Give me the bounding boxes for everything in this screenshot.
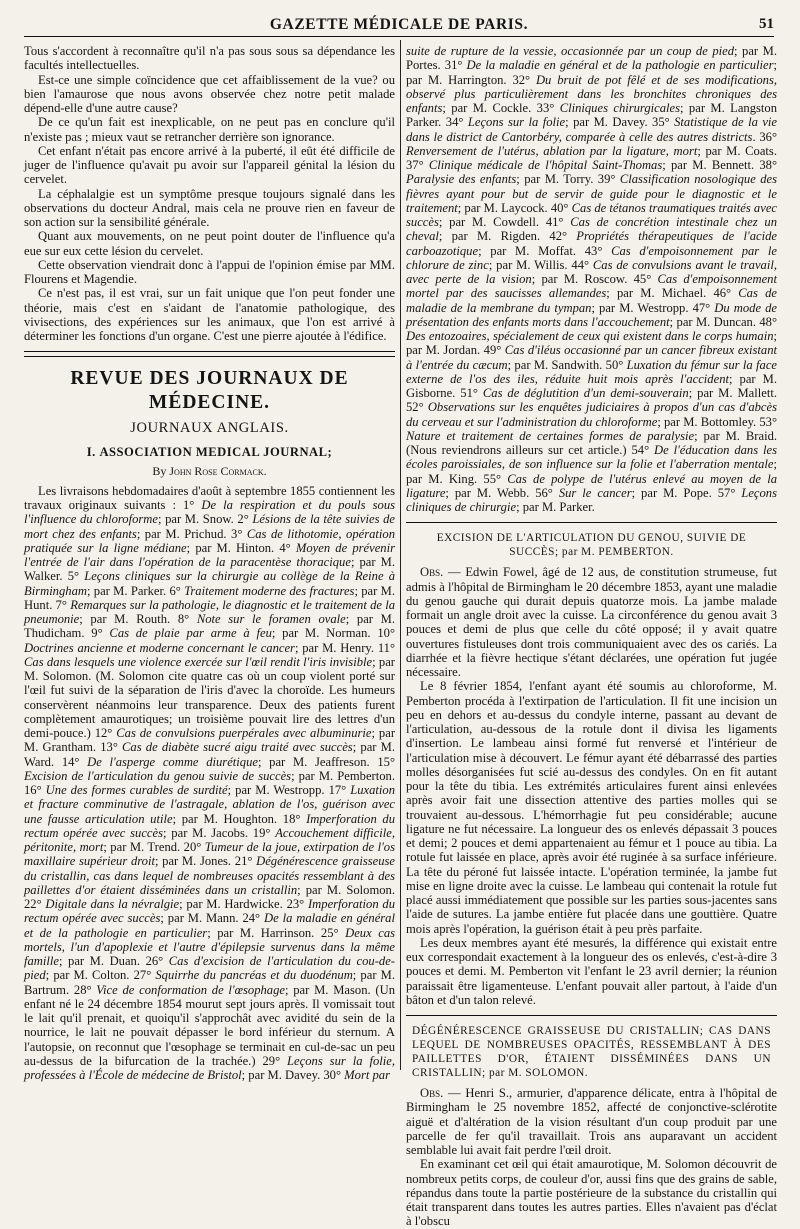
item-author: ; par M. Cowdell. [438, 215, 546, 229]
item-title: Paralysie des enfants [406, 172, 517, 187]
item-author: ; par M. King. [406, 457, 777, 486]
item-author: ; par M. Henry. [294, 640, 378, 655]
item-title: Doctrines ancienne et moderne concernant le cancer [24, 640, 295, 655]
item-number: 8° [177, 612, 197, 626]
item-author: ; par M. Walker. [24, 555, 395, 584]
item-author: ; par M. Pemberton. [291, 768, 395, 783]
item-number: 21° [234, 854, 257, 869]
item-title: Excision de l'articulation du genou suivie de succès [24, 768, 292, 783]
item-number: 28° [73, 982, 97, 997]
list-intro: Les livraisons hebdomadaires d'août à septembre 1855 contiennent les travaux originaux suivants : [24, 483, 395, 512]
list-item [406, 158, 759, 172]
item-number: 5° [67, 569, 85, 584]
item-number: 44° [571, 257, 593, 272]
left-column [24, 44, 396, 1082]
item-title: Cas de convulsions avant le travail, avec perte de la vision [406, 257, 777, 286]
item-title: Leçons sur la folie [467, 115, 566, 130]
item-author: ; par M. Portes. [406, 44, 777, 73]
item-author: ; par M. Parker. [86, 583, 170, 598]
item-author: ; par M. Bartrum. [24, 968, 395, 997]
item-author: ; par M. Houghton. [172, 811, 283, 826]
item-title: Accouchement difficile, péritonite, mort [24, 825, 396, 854]
item-number: 24° [242, 911, 264, 926]
paragraph: Tous s'accordent à reconnaître qu'il n'a pas sous sous sa dépendance les facultés intellectuelles. [24, 44, 395, 73]
item-number: 39° [597, 172, 620, 187]
item-author: ; par M. Colton. [45, 968, 134, 983]
item-author: ; par M. Routh. [79, 612, 178, 626]
item-author: ; par M. Grantham. [24, 726, 396, 755]
item-number: 30° [323, 1068, 345, 1082]
item-title: Cas de diabète sucré aigu traité avec succès [122, 740, 353, 755]
article-journal-name: ASSOCIATION MEDICAL JOURNAL; [99, 445, 333, 460]
item-author: . [752, 129, 760, 144]
item-title: Cas d'excision de l'articulation du cou-de-pied [24, 954, 395, 983]
item-title: Nature et traitement de certaines formes de paralysie [406, 428, 695, 443]
item-author: ; par M. Jacobs. [163, 825, 253, 840]
item-title: Cas d'iléus occasionné par un cancer fibreux existant à l'entrée du cæcum [406, 343, 778, 372]
item-author: ; par M. Snow. [157, 512, 238, 527]
item-title: Tumeur de la joue, extirpation de l'os maxillaire supérieur droit [24, 840, 395, 869]
item-author: ; par M. Jones. [154, 854, 235, 869]
item-author: ; par M. Trend. [103, 840, 184, 854]
item-author: ; par M. Pope. [631, 485, 718, 500]
item-title: Cas de concrétion intestinale chez un cheval [406, 215, 777, 244]
list-item [91, 626, 377, 640]
list-item [406, 400, 777, 428]
item-number: 1° [183, 498, 202, 512]
right-column [406, 44, 778, 1229]
item-title: Leçons cliniques sur la chirurgie au collège de la Reine à Birmingham [24, 569, 396, 598]
item-number: 12° [94, 726, 117, 740]
item-title: De l'éducation dans les écoles paroissiales, de son influence sur la folie et l'aberration mentale [406, 443, 778, 472]
paragraph: Ce n'est pas, il est vrai, sur un fait unique que l'on peut fonder une théorie, mais c'est en s'aidant de l'anatomie pathologique, des vivisections, des expériences sur les animaux, que l'on est arrivé à déterminer les fonctions d'un organe. C'est une pierre ajoutée à l'édifice. [24, 286, 395, 343]
item-title: Leçons cliniques de chirurgie [406, 485, 778, 514]
list-item [24, 783, 329, 797]
item-title: Observations sur les enquêtes judiciaires à propos d'un cas d'abcès du cerveau et sur l'administration du chloroforme [406, 400, 777, 429]
page-header [24, 14, 774, 36]
item-number: 51° [460, 386, 483, 400]
item-title: Imperforation du rectum opérée avec succès [24, 897, 396, 926]
item-author: ; par M. Davey. [565, 115, 653, 130]
item-title: suite de rupture de la vessie, occasionnée par un coup de pied [406, 44, 735, 58]
item-author: ; par M. Hinton. [186, 540, 280, 555]
item-number: 15° [377, 754, 395, 769]
item-author: ; par M. Coats. [697, 143, 777, 158]
obs-text: — Edwin Fowel, âgé de 12 aus, de constitution strumeuse, fut admis à l'hôpital de Birmingham le 20 décembre 1853, ayant une maladie du genou gauche qui durait depuis quatorze mois. La jambe malade formait un angle droit avec la cuisse. La circonférence du genou avait 3 pouces et demi de plus que celle du côté opposé; il y avait quatre ouvertures fistuleuses dont trois communiquaient avec des os cariés. La diarrhée et la fièvre hectique s'étant déclarées, une opération fut jugée nécessaire. [406, 565, 777, 679]
item-author: ; par M. Hunt. [24, 583, 395, 612]
item-title: Imperforation du rectum opérée avec succès [24, 811, 396, 840]
item-number: 54° [631, 443, 655, 457]
item-title: Du mode de présentation des enfants morts dans l'accouchement [406, 300, 778, 329]
page-number: 51 [759, 16, 774, 32]
item-title: Note sur le foramen ovale [196, 612, 346, 626]
paragraph: Est-ce une simple coïncidence que cet affaiblissement de la vue? ou bien l'amaurose que nous avons observée chez notre petit malade dépend-elle d'une autre cause? [24, 72, 395, 115]
byline-prefix: By [152, 463, 167, 478]
item-number: 25° [320, 925, 346, 940]
header-rule [24, 36, 774, 37]
item-author: ; par M. Solomon. [297, 882, 395, 897]
item-author: ; par M. Jeaffreson. [257, 754, 378, 769]
item-title: Lésions de la tête suivies de mort chez des enfants [24, 512, 395, 541]
item-number: 34° [445, 115, 468, 130]
paragraph: Le 8 février 1854, l'enfant ayant été soumis au chloroforme, M. Pemberton procéda à l'extirpation de l'articulation. Il fit une incision un peu en dehors et au-dessus du condyle interne, passant au devant de l'articulation, au-dessous de la rotule dont il divisa les ligaments d'insertion. Le lambeau ainsi formé fut renversé et l'intérieur de l'articulation mise à découvert. Le fémur ayant été débarrassé des parties molles désorganisées fut scié au-dessus des condyles. On en fit autant pour la tête du tibia. Les extrémités articulaires furent ainsi enlevées après avoir fait une dissection attentive des parties molles qui se trouvaient au-dessous. L'hémorrhagie fut peu considérable; aucune ligature ne fut nécessaire. La longueur des os enlevés dépassait 3 pouces et demi; 2 pouces et demi appartenaient au fémur et 1 pouce au tibia. La rotule fut laissée en place, après avoir été ruginée à sa surface inférieure. La tête du péroné fut laissée intacte. L'opération terminée, la jambe fut mise en ligne droite avec la cuisse. Le lambeau qui contenait la rotule fut placé aussi immédiatement que possible sur les parties sous-jacentes sans l'aide de sutures. La jambe entière fut placée dans une gouttière. Quatre mois après l'opération, la guérison était à peu près parfaite. [406, 679, 777, 936]
item-title: Remarques sur la pathologie, le diagnostic et le traitement de la pneumonie [24, 597, 396, 626]
item-title: Cas d'empoisonnement par le chlorure de zinc [406, 243, 777, 272]
item-author: ; par M. Sandwith. [507, 357, 606, 372]
item-title: Cas de déglutition d'un demi-souverain [482, 386, 689, 400]
item-author: ; par M. Parker. [516, 500, 595, 514]
article-heading [24, 445, 395, 459]
item-number: 6° [169, 583, 185, 598]
item-title: Dégénérescence graisseuse du cristallin, cas dans lequel de nombreuses opacités ressemblant à des paillettes d'or étaient disséminées dans un cristallin [24, 854, 396, 897]
item-title: Leçons sur la folie, professées à l'École de médecine de Bristol [24, 1053, 395, 1082]
paragraph: En examinant cet œil qui était amaurotique, M. Solomon découvrit de nombreux petits corps, de couleur d'or, aussi fins que des grains de sable, répandus dans toute la partie postérieure de la substance du cristallin qui était transparent dans toutes les autres parties. Elles n'avaient pas d'éclat à l'obscu [406, 1157, 777, 1229]
item-title: Traitement moderne des fractures [184, 583, 355, 598]
item-number: 33° [536, 101, 560, 115]
item-title: Luxation du fémur sur la face externe de l'os des iles, réduite huit mois après l'accident [406, 357, 778, 386]
item-author: ; par M. Duan. [58, 954, 146, 968]
item-author: ; par M. Duncan. [669, 314, 760, 329]
item-number: 38° [759, 158, 777, 172]
item-title: Une des formes curables de surdité [45, 783, 228, 797]
obs-text: — Henri S., armurier, d'apparence délicate, entra à l'hôpital de Birmingham le 25 novembre 1852, affecté de conjonctive-sclérotite aiguë et d'altération de la vision résultant d'un coup produit par une parcelle de fer qu'il travaillait. Trois ans auparavant un accident semblable lui avait fait perdre l'œil droit. [406, 1086, 777, 1157]
item-title: De la maladie en général et de la pathologie en particulier [466, 58, 774, 73]
item-title: Classification nosologique des fièvres ayant pour but de servir de guide pour le diagnostic et le traitement [406, 172, 778, 215]
item-author: ; par M. Laycock. [457, 200, 551, 215]
item-number: 45° [633, 272, 658, 286]
item-number: 22° [24, 897, 46, 911]
item-author: ; par M. Mallett. [688, 386, 778, 400]
item-author: ; par M. Mann. [160, 911, 243, 926]
item-number: 53° [759, 414, 777, 429]
item-author: ; par M. Moffat. [478, 243, 585, 258]
observation-paragraph [406, 565, 777, 679]
item-title: Cas de lithotomie, opération pratiquée sur la ligne médiane [24, 526, 396, 555]
item-number: 23° [286, 897, 308, 911]
item-number: 13° [100, 740, 123, 755]
item-number: 16° [24, 783, 46, 797]
item-author: ; par M. Bennett. [662, 158, 760, 172]
item-author: ; par M. Michael. [606, 286, 714, 301]
item-title: Renversement de l'utérus, ablation par la ligature, mort [406, 143, 698, 158]
item-number: 50° [605, 357, 627, 372]
item-number: 32° [512, 72, 536, 87]
paragraph: Cette observation viendrait donc à l'appui de l'opinion émise par MM. Flourens et Magendie. [24, 257, 395, 286]
paragraph: Les deux membres ayant été mesurés, la différence qui existait entre eux correspondait exactement à la longueur des os enlevés, c'est-à-dire 3 pouces et demi. M. Pemberton vit l'enfant le 23 avril dernier; la réunion paraissait être ligamenteuse. L'enfant pouvait aller partout, à l'aide d'un bâton et d'un talon relevé. [406, 935, 777, 1007]
item-number: 19° [252, 825, 276, 840]
item-number: 46° [713, 286, 739, 301]
paragraph: Quant aux mouvements, on ne peut point douter de l'influence qu'a eue sur eux cette lésion du cervelet. [24, 229, 395, 258]
item-number: 40° [550, 200, 572, 215]
item-number: 55° [483, 471, 508, 486]
item-author: ; par M. Thudicham. [24, 612, 395, 641]
item-author: ; par M. Ward. [24, 740, 395, 769]
item-number: 26° [145, 954, 169, 968]
item-number: 29° [262, 1053, 288, 1068]
item-number: 7° [55, 597, 71, 612]
item-author: ; par M. Torry. [516, 172, 598, 187]
item-number: 4° [279, 540, 296, 555]
item-number: 56° [535, 485, 559, 500]
item-author: ; par M. Davey. [241, 1068, 324, 1082]
item-author: ; par M. Westropp. [227, 783, 329, 797]
item-number: 42° [549, 229, 577, 244]
item-author: ; par M. Harrington. [406, 58, 778, 87]
list-item [62, 755, 378, 769]
list-item [535, 486, 718, 500]
journal-title: GAZETTE MÉDICALE DE PARIS. [269, 16, 529, 33]
item-number: 43° [584, 243, 612, 258]
item-title: Cas de polype de l'utérus enlevé au moyen de la ligature [406, 471, 777, 500]
item-number: 47° [692, 300, 715, 315]
item-title: Deux cas mortels, l'un d'apoplexie et l'autre d'épilepsie survenus dans la même famille [24, 925, 396, 968]
article-divider [406, 1015, 777, 1016]
works-list-paragraph [24, 484, 395, 1083]
section-subtitle: JOURNAUX ANGLAIS. [130, 420, 289, 437]
item-title: Cas de convulsions puerpérales avec albuminurie [116, 726, 372, 740]
item-number: 17° [328, 783, 351, 797]
item-title: Cliniques chirurgicales [559, 101, 681, 115]
article-number: I. [86, 445, 96, 460]
item-title: Statistique de la vie dans le district de Cantorbéry, comparée à celle des autres districts [406, 115, 777, 144]
paragraph: Cet enfant n'était pas encore arrivé à la puberté, il eût été difficile de juger de l'influence qu'avait pu avoir sur l'appareil génital la lésion du cervelet. [24, 143, 395, 187]
item-number: 49° [483, 343, 505, 358]
item-title: De l'asperge comme diurétique [87, 754, 258, 769]
item-number: 18° [282, 811, 307, 826]
item-author: ; par M. Norman. [271, 626, 378, 641]
column-divider [400, 40, 401, 1070]
item-title: Cas de plaie par arme à feu [109, 626, 272, 641]
item-title: Clinique médicale de l'hôpital Saint-Thomas [428, 158, 663, 172]
item-author: ; par M. Roscow. [531, 272, 634, 286]
item-author: ; par M. Harrinson. [207, 925, 321, 940]
item-title: De la maladie en général et de la pathologie en particulier [24, 911, 395, 940]
item-title: Digitale dans la névralgie [45, 897, 180, 911]
byline-author: John Rose Cormack. [169, 463, 267, 478]
item-number: 35° [652, 115, 675, 130]
list-item [323, 1068, 390, 1082]
item-author: ; par M. Cockle. [442, 101, 537, 115]
item-title: Mort par [344, 1068, 390, 1082]
item-title: Cas de tétanos traumatiques traités avec succès [406, 200, 777, 229]
item-author: ; par M. Westropp. [591, 300, 693, 315]
item-author: ; par M. Rigden. [438, 229, 550, 244]
item-title: Cas dans lesquels une violence exercée sur l'œil rendit l'iris invisible [24, 654, 373, 669]
item-author: ; par M. Webb. [445, 485, 536, 500]
item-author: ; par M. Prichud. [136, 526, 232, 541]
list-item [460, 386, 777, 400]
case-title-knee-excision: EXCISION DE L'ARTICULATION DU GENOU, SUIVIE DE SUCCÈS; par M. PEMBERTON. [436, 532, 747, 559]
paragraph: La céphalalgie est un symptôme presque toujours signalé dans les observations du docteur Andral, mais cela ne prouve rien en faveur de son action sur la sensibilité générale. [24, 186, 395, 229]
item-author: ; par M. Willis. [488, 257, 572, 272]
byline [24, 464, 395, 478]
item-number: 3° [231, 526, 247, 541]
item-number: 36° [759, 129, 777, 144]
item-number: 9° [91, 626, 110, 641]
works-list-continued [406, 44, 777, 514]
obs-label: Obs. [420, 565, 444, 580]
item-title: Luxation et fracture comminutive de l'astragale, ablation de l'os, guérison avec une fausse articulation utile [24, 783, 396, 826]
item-number: 14° [61, 754, 88, 769]
item-number: 52° [406, 400, 428, 415]
item-title: Moyen de prévenir l'entrée de l'air dans l'opération de la paracentèse thoracique [24, 540, 395, 569]
article-divider [406, 522, 777, 523]
item-number: 10° [377, 626, 396, 641]
item-title: Squirrhe du pancréas et du duodénum [155, 968, 353, 983]
item-author: ; par M. Mason. (Un enfant né le 24 décembre 1854 mourut sept jours après. Il vomissait tout le lait qu'il prenait, et quoiqu'il s'approchât avec avidité du sein de la nourrice, le lait ne pouvait dépasser le bord inférieur du sternum. A l'autopsie, on reconnut que l'œsophage se terminait en cul-de-sac un peu au-dessus de la bifurcation de la trachée.) [24, 982, 395, 1068]
observation-paragraph [406, 1086, 777, 1157]
case-title-cristallin: DÉGÉNÉRESCENCE GRAISSEUSE DU CRISTALLIN; CAS DANS LEQUEL DE NOMBREUSES OPACITÉS, RESSEMBLANT À DES PAILLETTES D'OR, ÉTAIENT DISSÉMINÉES DANS UN CRISTALLIN; par M. SOLOMON. [412, 1025, 771, 1079]
item-number: 2° [237, 512, 253, 527]
item-title: Sur le cancer [558, 485, 632, 500]
item-title: Cas de maladie de la membrane du tympan [406, 286, 777, 315]
item-number: 27° [133, 968, 156, 983]
item-title: Vice de conformation de l'œsophage [96, 982, 285, 997]
section-title: REVUE DES JOURNAUX DE MÉDECINE. [70, 368, 349, 414]
item-number: 37° [406, 158, 429, 172]
section-divider [24, 351, 395, 357]
item-author: ; par M. Bottomley. [657, 414, 760, 429]
item-author: ; par M. Braid. (Nous reviendrons ailleurs sur cet article.) [406, 428, 778, 457]
item-title: Des entozoaires, spécialement de ceux qui existent dans le corps humain [406, 329, 774, 343]
item-number: 57° [717, 485, 742, 500]
item-number: 48° [759, 314, 777, 329]
paragraph: De ce qu'un fait est inexplicable, on ne peut pas en conclure qu'il n'existe pas ; mieux vaut se retrancher derrière son ignorance. [24, 115, 395, 144]
item-number: 31° [444, 58, 467, 73]
list-item [24, 897, 287, 911]
item-number: 11° [377, 640, 395, 655]
item-title: Propriétés thérapeutiques de l'acide carboazotique [406, 229, 777, 258]
item-author: ; par M. Hardwicke. [179, 897, 287, 911]
item-number: 20° [183, 840, 205, 854]
item-title: Cas d'empoisonnement mortel par des saucisses allemandes [406, 272, 777, 301]
item-author: ; par M. Langston Parker. [406, 101, 777, 130]
item-title: Du bruit de pot fêlé et de ses modifications, observé plus particulièrement dans les bronchites chroniques des enfants [406, 72, 777, 115]
item-author: ; par M. Solomon. (M. Solomon cite quatre cas où un coup violent porté sur l'œil fut suivi de la séparation de l'iris d'avec la choroïde. Les humeurs conservèrent néanmoins leur transparence. Deux des patients furent complètement amaurotiques; un troisième pouvait lire des lettres d'un demi-pouce.) [24, 654, 395, 740]
list-item [446, 115, 652, 129]
item-number: 41° [545, 215, 571, 229]
item-title: De la respiration et du pouls sous l'influence du chloroforme [24, 498, 396, 527]
obs-label: Obs. [420, 1086, 444, 1100]
item-author: ; par M. Gisborne. [406, 371, 778, 400]
item-author: ; par M. Jordan. [406, 329, 777, 358]
